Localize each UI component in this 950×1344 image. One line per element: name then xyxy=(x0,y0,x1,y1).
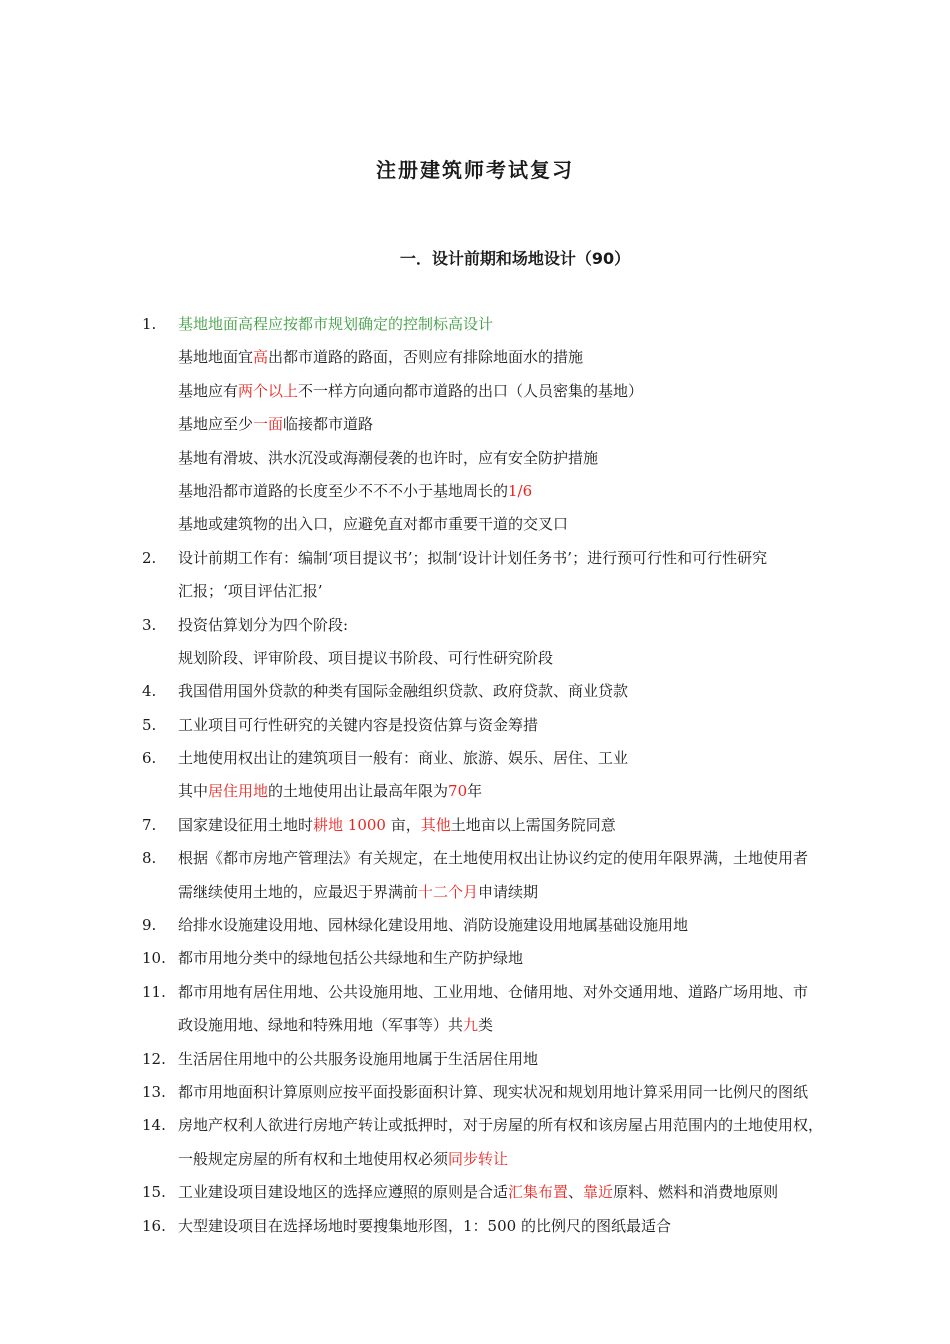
numbered-item xyxy=(0,547,950,580)
text-segment: 出都市道路的路面，否则应有排除地面水的措施 xyxy=(268,348,584,367)
item-text xyxy=(178,647,553,669)
item-number: 7. xyxy=(142,815,157,834)
text-segment: 工业项目可行性研究的关键内容是投资估算与资金筹措 xyxy=(178,715,539,734)
item-continuation xyxy=(0,346,950,379)
item-continuation xyxy=(0,513,950,546)
item-text xyxy=(178,380,643,402)
highlighted-text: 汇集布置 xyxy=(508,1183,569,1202)
item-text xyxy=(178,881,538,903)
numbered-item xyxy=(0,1048,950,1081)
item-number: 8. xyxy=(142,849,157,868)
item-text xyxy=(178,914,688,936)
item-continuation xyxy=(0,1148,950,1181)
highlighted-text: 九 xyxy=(463,1016,479,1035)
item-text xyxy=(178,1081,808,1103)
item-continuation xyxy=(0,647,950,680)
text-segment: 基地沿都市道路的长度至少不不不小于基地周长的 xyxy=(178,481,509,500)
numbered-item xyxy=(0,914,950,947)
highlighted-text: 十二个月 xyxy=(418,882,479,901)
text-segment: 大型建设项目在选择场地时要搜集地形图，1：500 的比例尺的图纸最适合 xyxy=(178,1216,671,1235)
item-text xyxy=(178,747,628,769)
item-text xyxy=(178,480,532,502)
text-segment: 给排水设施建设用地、园林绿化建设用地、消防设施建设用地属基础设施用地 xyxy=(178,916,689,935)
item-number: 14. xyxy=(142,1116,166,1135)
item-number: 3. xyxy=(142,615,157,634)
text-segment: 的土地使用出让最高年限为 xyxy=(268,782,449,801)
item-text xyxy=(178,1048,538,1070)
highlighted-text: 两个以上 xyxy=(238,381,299,400)
item-number: 4. xyxy=(142,682,157,701)
item-text xyxy=(178,614,348,636)
numbered-item xyxy=(0,747,950,780)
item-text xyxy=(178,413,373,435)
item-text xyxy=(178,580,323,602)
item-text xyxy=(178,1181,778,1203)
numbered-item xyxy=(0,1114,950,1147)
text-segment: 基地有滑坡、洪水沉没或海潮侵袭的也许时，应有安全防护措施 xyxy=(178,448,599,467)
text-segment: 国家建设征用土地时 xyxy=(178,815,314,834)
text-segment: 临接都市道路 xyxy=(283,415,374,434)
text-segment: 基地应至少 xyxy=(178,415,254,434)
text-segment: 不一样方向通向都市道路的出口（人员密集的基地） xyxy=(298,381,644,400)
item-continuation xyxy=(0,480,950,513)
highlighted-text: 居住用地 xyxy=(208,782,269,801)
numbered-item xyxy=(0,1215,950,1248)
text-segment: 投资估算划分为四个阶段: xyxy=(178,615,349,634)
item-continuation xyxy=(0,1014,950,1047)
item-text xyxy=(178,547,767,569)
text-segment: 基地或建筑物的出入口，应避免直对都市重要干道的交叉口 xyxy=(178,515,569,534)
text-segment: 土地使用权出让的建筑项目一般有：商业、旅游、娱乐、居住、工业 xyxy=(178,749,629,768)
item-number: 6. xyxy=(142,749,157,768)
text-segment: 原料、燃料和消费地原则 xyxy=(613,1183,779,1202)
item-continuation xyxy=(0,780,950,813)
text-segment: 汇报；‘项目评估汇报’ xyxy=(178,582,323,601)
numbered-item xyxy=(0,614,950,647)
text-segment: 、 xyxy=(568,1183,584,1202)
text-segment: 规划阶段、评审阶段、项目提议书阶段、可行性研究阶段 xyxy=(178,648,554,667)
item-text xyxy=(178,947,523,969)
text-segment: 政设施用地、绿地和特殊用地（军事等）共 xyxy=(178,1016,464,1035)
item-text xyxy=(178,1148,508,1170)
text-segment: 生活居住用地中的公共服务设施用地属于生活居住用地 xyxy=(178,1049,539,1068)
text-segment: 需继续使用土地的，应最迟于界满前 xyxy=(178,882,419,901)
numbered-item xyxy=(0,1081,950,1114)
highlighted-text: 耕地 1000 xyxy=(313,815,386,834)
item-text xyxy=(178,513,568,535)
highlighted-text: 一面 xyxy=(253,415,284,434)
item-continuation xyxy=(0,380,950,413)
item-number: 15. xyxy=(142,1183,166,1202)
highlighted-text: 其他 xyxy=(420,815,451,834)
highlighted-text: 高 xyxy=(253,348,269,367)
item-text xyxy=(178,847,808,869)
item-text xyxy=(178,780,482,802)
section-title: 一．设计前期和场地设计（90） xyxy=(399,249,631,268)
text-segment: 土地亩以上需国务院同意 xyxy=(450,815,616,834)
item-text xyxy=(178,1114,823,1136)
numbered-item xyxy=(0,847,950,880)
text-segment: 基地地面宜 xyxy=(178,348,254,367)
item-number: 12. xyxy=(142,1049,166,1068)
numbered-item xyxy=(0,714,950,747)
item-text xyxy=(178,680,628,702)
text-segment: 都市用地有居住用地、公共设施用地、工业用地、仓储用地、对外交通用地、道路广场用地、市 xyxy=(178,982,809,1001)
item-text xyxy=(178,447,598,469)
item-number: 11. xyxy=(142,982,166,1001)
highlighted-text: 靠近 xyxy=(583,1183,614,1202)
item-number: 16. xyxy=(142,1216,166,1235)
highlighted-text: 70 xyxy=(448,782,468,801)
item-text xyxy=(178,1014,493,1036)
item-text xyxy=(178,981,808,1003)
item-text xyxy=(178,814,616,836)
item-number: 2. xyxy=(142,548,157,567)
numbered-item xyxy=(0,680,950,713)
text-segment: 根据《都市房地产管理法》有关规定，在土地使用权出让协议约定的使用年限界满，土地使用者 xyxy=(178,849,809,868)
highlighted-text: 同步转让 xyxy=(448,1149,509,1168)
text-segment: 设计前期工作有：编制‘项目提议书’；拟制‘设计计划任务书’；进行预可行性和可行性研究 xyxy=(178,548,768,567)
item-text xyxy=(178,1215,671,1237)
item-continuation xyxy=(0,447,950,480)
item-continuation xyxy=(0,881,950,914)
item-number: 13. xyxy=(142,1082,166,1101)
text-segment: 房地产权利人欲进行房地产转让或抵押时，对于房屋的所有权和该房屋占用范围内的土地使用权， xyxy=(178,1116,824,1135)
text-segment: 其中 xyxy=(178,782,209,801)
green-text: 基地地面高程应按都市规划确定的控制标高设计 xyxy=(178,315,494,333)
text-segment: 年 xyxy=(467,782,483,801)
numbered-item xyxy=(0,313,950,346)
item-text xyxy=(178,346,583,368)
numbered-item xyxy=(0,947,950,980)
item-text xyxy=(178,714,538,736)
numbered-item xyxy=(0,1181,950,1214)
text-segment: 工业建设项目建设地区的选择应遵照的原则是合适 xyxy=(178,1183,509,1202)
item-continuation xyxy=(0,580,950,613)
numbered-item xyxy=(0,981,950,1014)
page-title: 注册建筑师考试复习 xyxy=(376,158,574,182)
item-number: 1. xyxy=(142,315,157,333)
text-segment: 都市用地分类中的绿地包括公共绿地和生产防护绿地 xyxy=(178,949,524,968)
item-text xyxy=(178,313,493,335)
text-segment: 亩， xyxy=(385,815,421,834)
item-continuation xyxy=(0,413,950,446)
item-number: 10. xyxy=(142,949,166,968)
text-segment: 基地应有 xyxy=(178,381,239,400)
numbered-item xyxy=(0,814,950,847)
text-segment: 类 xyxy=(478,1016,494,1035)
text-segment: 申请续期 xyxy=(478,882,539,901)
notes-list xyxy=(0,313,950,1248)
text-segment: 我国借用国外贷款的种类有国际金融组织贷款、政府贷款、商业贷款 xyxy=(178,682,629,701)
item-number: 5. xyxy=(142,715,157,734)
text-segment: 都市用地面积计算原则应按平面投影面积计算、现实状况和规划用地计算采用同一比例尺的图纸 xyxy=(178,1082,809,1101)
item-number: 9. xyxy=(142,916,157,935)
text-segment: 一般规定房屋的所有权和土地使用权必须 xyxy=(178,1149,449,1168)
highlighted-text: 1/6 xyxy=(508,481,533,500)
